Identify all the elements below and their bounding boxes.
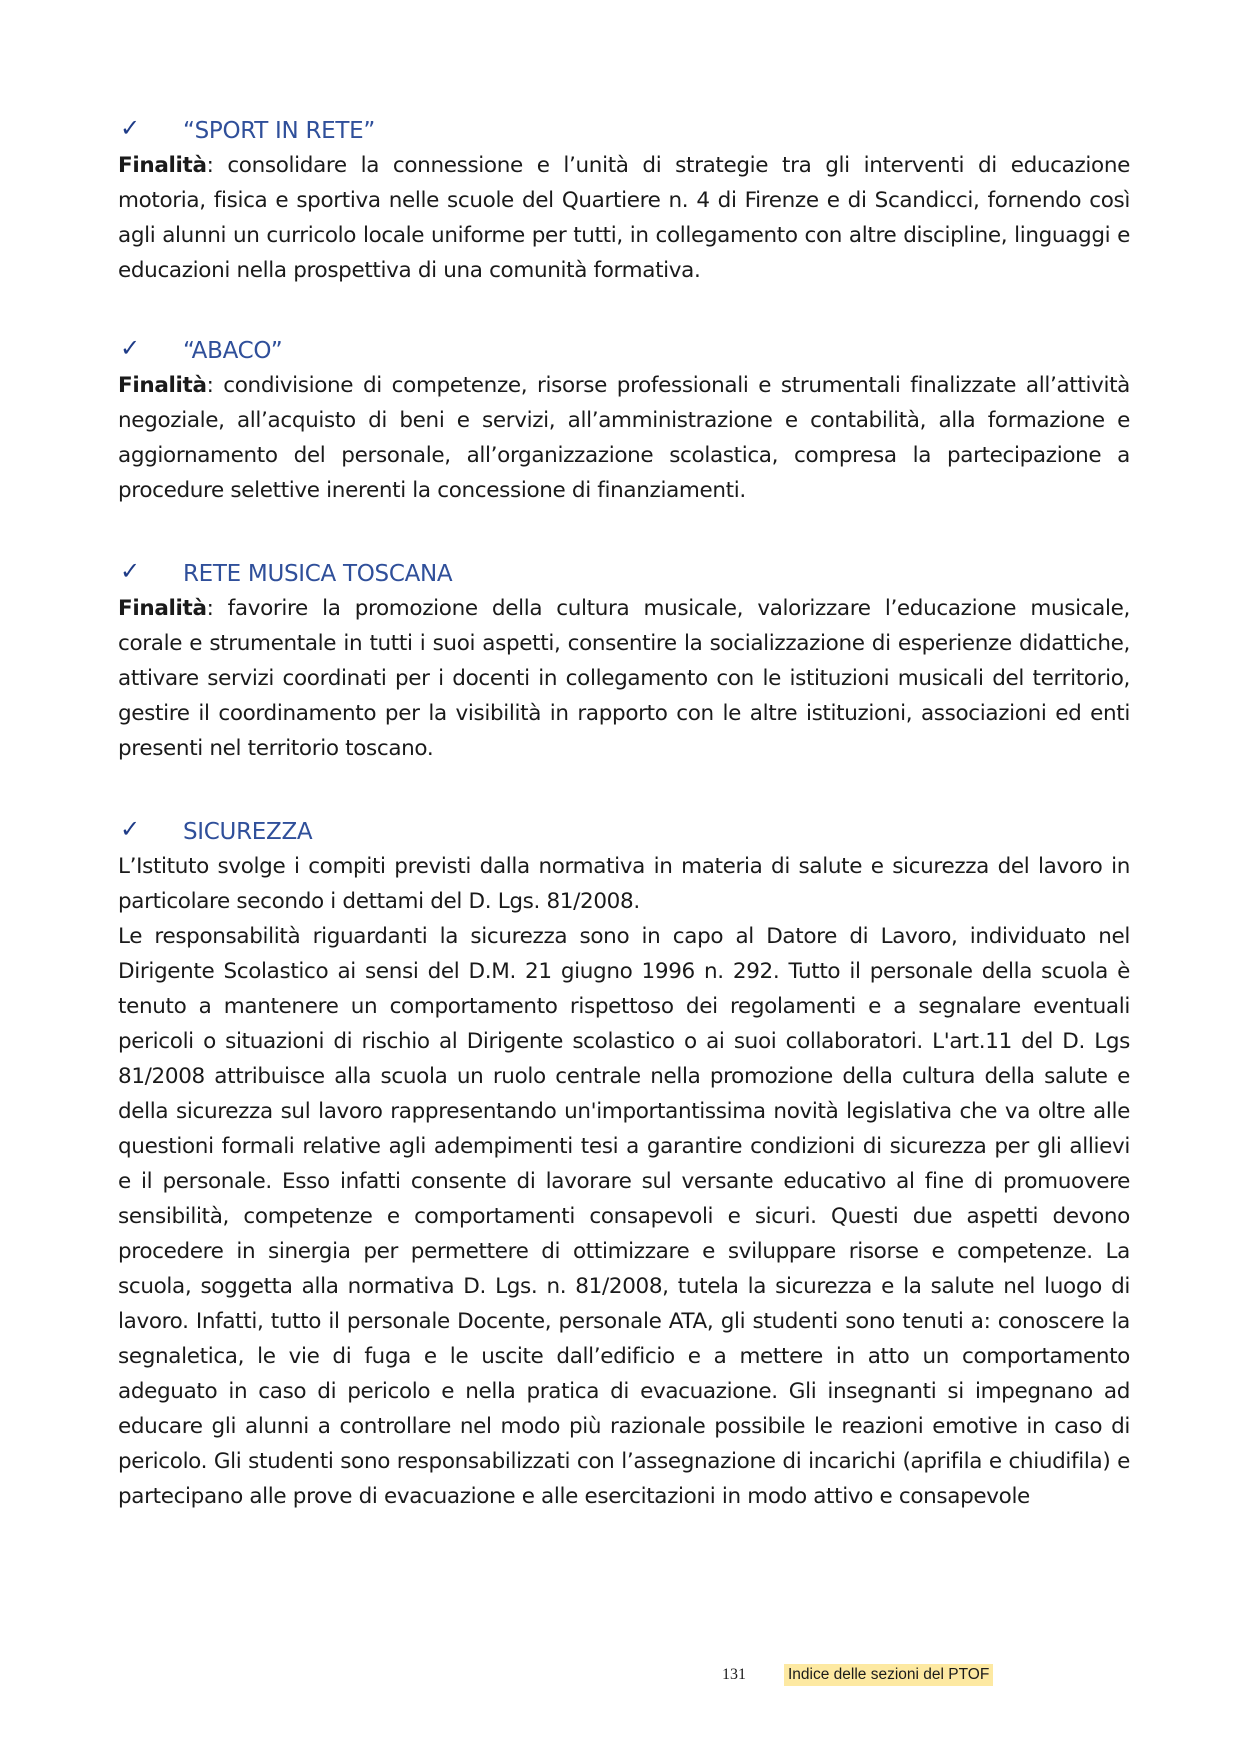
checkmark-icon: ✓ [120, 557, 140, 585]
finalita-label: Finalità [118, 153, 207, 178]
section-title: “SPORT IN RETE” [183, 118, 375, 144]
section-heading [118, 114, 1130, 148]
page-number: 131 [722, 1666, 746, 1683]
section-heading [118, 815, 1130, 849]
section-paragraph: Le responsabilità riguardanti la sicurezza sono in capo al Datore di Lavoro, individuato nel Dirigente Scolastico ai sensi del D.M. 21 giugno 1996 n. 292. Tutto il personale della scuola è tenuto a mantenere un comportamento rispettoso dei regolamenti e a segnalare eventuali pericoli o situazioni di rischio al Dirigente scolastico o ai suoi collaboratori. L'art.11 del D. Lgs 81/2008 attribuisce alla scuola un ruolo centrale nella promozione della cultura della salute e della sicurezza sul lavoro rappresentando un'importantissima novità legislativa che va oltre alle questioni formali relative agli adempimenti tesi a garantire condizioni di sicurezza per gli allievi e il personale. Esso infatti consente di lavorare sul versante educativo al fine di promuovere sensibilità, competenze e comportamenti consapevoli e sicuri. Questi due aspetti devono procedere in sinergia per permettere di ottimizzare e sviluppare risorse e competenze. La scuola, soggetta alla normativa D. Lgs. n. 81/2008, tutela la sicurezza e la salute nel luogo di lavoro. Infatti, tutto il personale Docente, personale ATA, gli studenti sono tenuti a: conoscere la segnaletica, le vie di fuga e le uscite dall’edificio e a mettere in atto un comportamento adeguato in caso di pericolo e nella pratica di evacuazione. Gli insegnanti si impegnano ad educare gli alunni a controllare nel modo più razionale possibile le reazioni emotive in caso di pericolo. Gli studenti sono responsabilizzati con l’assegnazione di incarichi (aprifila e chiudifila) e partecipano alle prove di evacuazione e alle esercitazioni in modo attivo e consapevole [118, 924, 1130, 1509]
section-text: : condivisione di competenze, risorse professionali e strumentali finalizzate all’attività negoziale, all’acquisto di beni e servizi, all’amministrazione e contabilità, alla formazione e aggiornamento del personale, all’organizzazione scolastica, compresa la partecipazione a procedure selettive inerenti la concessione di finanziamenti. [118, 373, 1130, 503]
section-paragraph: L’Istituto svolge i compiti previsti dalla normativa in materia di salute e sicurezza del lavoro in particolare secondo i dettami del D. Lgs. 81/2008. [118, 854, 1130, 914]
section-title: “ABACO” [183, 338, 283, 364]
finalita-label: Finalità [118, 596, 207, 621]
section-body [118, 148, 1130, 288]
section-text: : favorire la promozione della cultura musicale, valorizzare l’educazione musicale, corale e strumentale in tutti i suoi aspetti, consentire la socializzazione di esperienze didattiche, attivare servizi coordinati per i docenti in collegamento con le istituzioni musicali del territorio, gestire il coordinamento per la visibilità in rapporto con le altre istituzioni, associazioni ed enti presenti nel territorio toscano. [118, 596, 1130, 761]
section-body [118, 368, 1130, 508]
checkmark-icon: ✓ [120, 334, 140, 362]
section-sport-in-rete [118, 114, 1130, 288]
index-link[interactable]: Indice delle sezioni del PTOF [784, 1664, 993, 1686]
section-title: SICUREZZA [183, 819, 313, 845]
section-abaco [118, 334, 1130, 508]
section-heading [118, 557, 1130, 591]
section-sicurezza [118, 815, 1130, 1514]
checkmark-icon: ✓ [120, 815, 140, 843]
page-footer [0, 1663, 1243, 1687]
section-body [118, 591, 1130, 766]
section-rete-musica-toscana [118, 557, 1130, 766]
section-text: : consolidare la connessione e l’unità di strategie tra gli interventi di educazione motoria, fisica e sportiva nelle scuole del Quartiere n. 4 di Firenze e di Scandicci, fornendo così agli alunni un curricolo locale uniforme per tutti, in collegamento con altre discipline, linguaggi e educazioni nella prospettiva di una comunità formativa. [118, 153, 1130, 283]
section-heading [118, 334, 1130, 368]
section-title: RETE MUSICA TOSCANA [183, 561, 453, 587]
finalita-label: Finalità [118, 373, 207, 398]
checkmark-icon: ✓ [120, 114, 140, 142]
